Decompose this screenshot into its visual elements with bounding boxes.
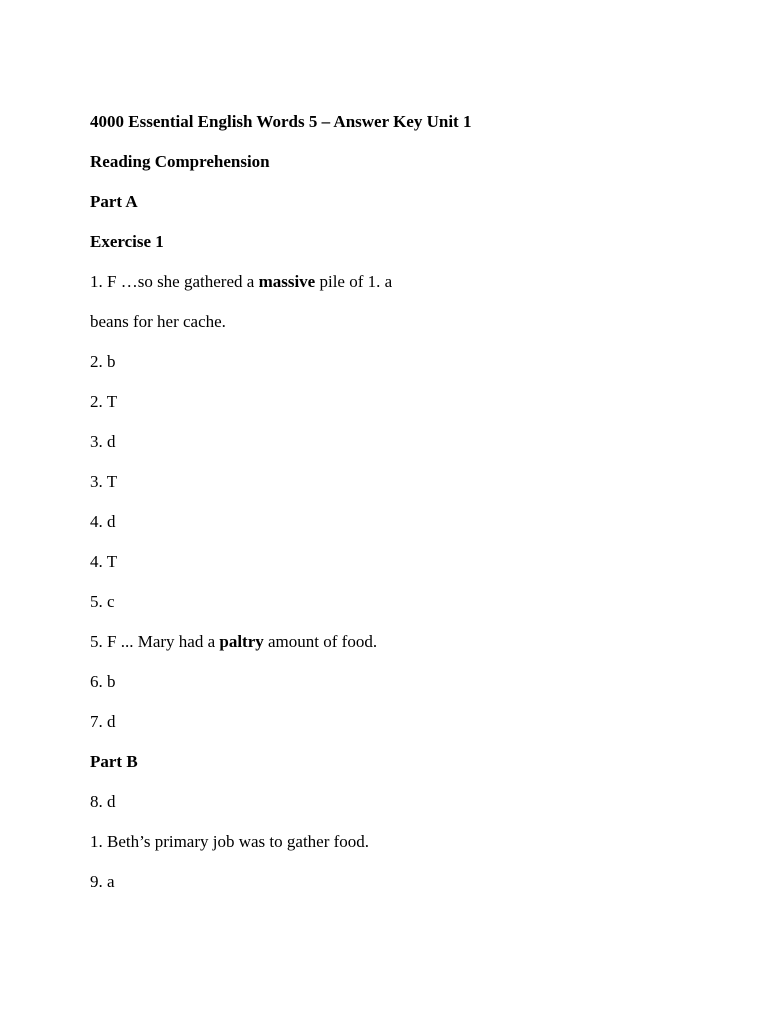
section-heading: Reading Comprehension xyxy=(90,152,270,171)
answer-line: 6. b xyxy=(90,672,116,691)
answer-line: 2. b xyxy=(90,352,116,371)
answer-text: 5. F ... Mary had a xyxy=(90,632,220,651)
answer-line xyxy=(90,270,730,310)
answer-line: 2. T xyxy=(90,392,118,411)
answer-line: 5. c xyxy=(90,592,115,611)
answer-line: 3. d xyxy=(90,432,116,451)
answer-line: 8. d xyxy=(90,792,116,811)
answer-text: amount of food. xyxy=(263,632,378,651)
answer-text: pile of 1. a xyxy=(315,272,393,291)
document-title: 4000 Essential English Words 5 – Answer Key Unit 1 xyxy=(90,112,472,131)
exercise-heading: Exercise 1 xyxy=(90,232,164,251)
document-content xyxy=(90,110,730,910)
vocab-word: massive xyxy=(258,272,316,291)
answer-line: 1. Beth’s primary job was to gather food. xyxy=(90,832,370,851)
answer-line: 7. d xyxy=(90,712,116,731)
answer-line: beans for her cache. xyxy=(90,312,226,331)
part-a-heading: Part A xyxy=(90,192,138,211)
answer-line: 4. d xyxy=(90,512,116,531)
answer-line: 4. T xyxy=(90,552,118,571)
answer-text: 1. F …so she gathered a xyxy=(90,272,259,291)
answer-line: 9. a xyxy=(90,872,115,891)
answer-line: 3. T xyxy=(90,472,118,491)
vocab-word: paltry xyxy=(219,632,264,651)
part-b-heading: Part B xyxy=(90,752,138,771)
answer-line xyxy=(90,630,730,670)
